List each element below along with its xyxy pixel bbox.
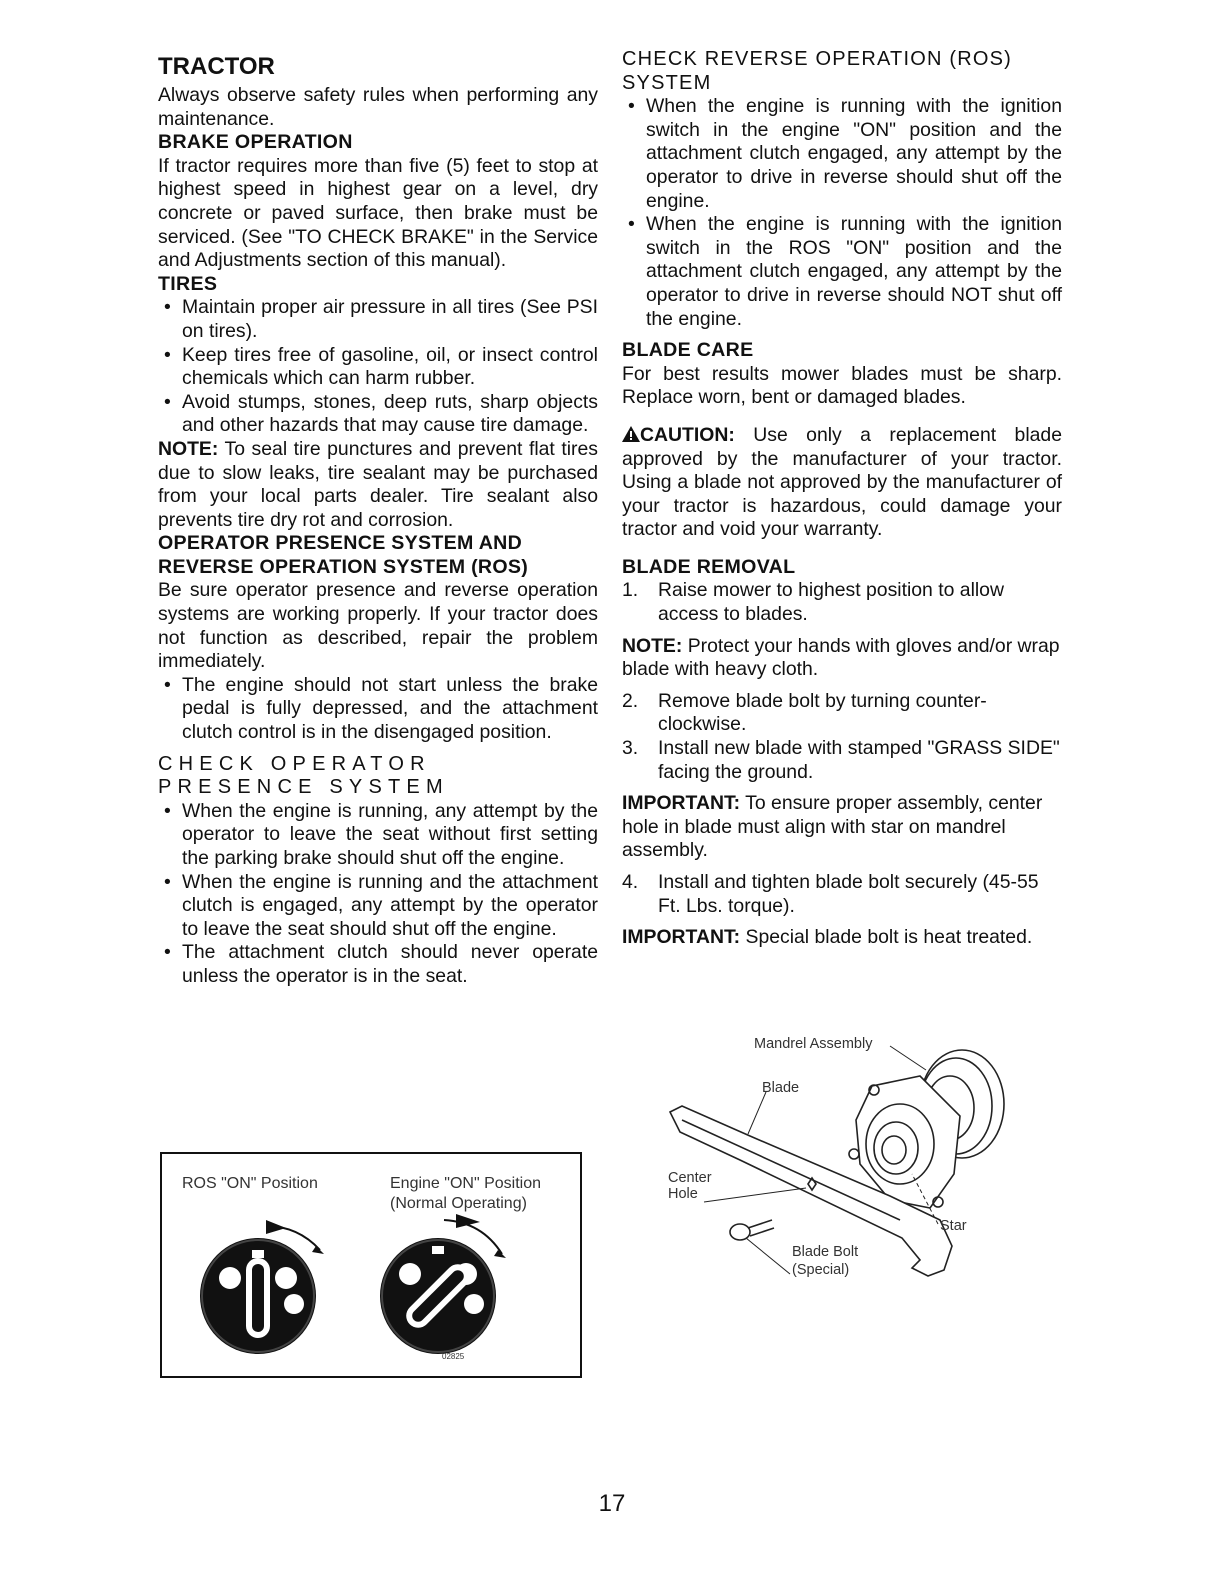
ops-text: Be sure operator presence and reverse operation systems are working properly. If your tractor does not function as described, repair the problem immediately. <box>158 579 598 673</box>
list-item: • Avoid stumps, stones, deep ruts, sharp objects and other hazards that may cause tire damage. <box>158 391 598 438</box>
step-number: 4. <box>622 871 639 893</box>
list-item: • Maintain proper air pressure in all tires (See PSI on tires). <box>158 296 598 343</box>
page-title: TRACTOR <box>158 53 275 80</box>
blade-removal-heading: BLADE REMOVAL <box>622 555 796 578</box>
brake-operation-heading: BRAKE OPERATION <box>158 131 353 154</box>
intro-text: Always observe safety rules when performing any maintenance. <box>158 84 598 130</box>
important-text: To ensure proper assembly, center hole in blade must align with star on mandrel assembly. <box>622 792 1043 862</box>
star-label: Star <box>940 1218 967 1234</box>
caution-text: Use only a replacement blade approved by the manufacturer of your tractor. Using a blade not approved by the manufacturer of your tractor is hazardous, could damage your tractor and void your warranty. <box>622 423 1063 541</box>
check-ros-list <box>622 95 1062 331</box>
step-text: Remove blade bolt by turning counter-clockwise. <box>658 689 987 736</box>
important-text: Special blade bolt is heat treated. <box>745 926 1033 949</box>
ops-heading: OPERATOR PRESENCE SYSTEM AND REVERSE OPERATION SYSTEM (ROS) <box>158 532 529 578</box>
center-hole-label-2: Hole <box>668 1186 698 1202</box>
ignition-switch-figure <box>160 1152 582 1378</box>
step-text: Install and tighten blade bolt securely (45-55 Ft. Lbs. torque). <box>658 871 1039 917</box>
caution-paragraph <box>622 424 1062 542</box>
step-number: 1. <box>622 579 639 602</box>
check-ros-heading: CHECK REVERSE OPERATION (ROS) SYSTEM <box>622 48 1013 94</box>
blade-mandrel-figure <box>640 1024 1040 1324</box>
blade-removal-steps-a <box>622 579 1062 626</box>
blade-removal-steps-c <box>622 871 1062 918</box>
list-item: • When the engine is running with the ignition switch in the ROS "ON" position and the attachment clutch engaged, any attempt by the operator to drive in reverse should NOT shut off the engine. <box>622 213 1062 331</box>
step-3 <box>622 737 1062 784</box>
important-label: IMPORTANT: <box>622 926 741 949</box>
important-2 <box>622 926 1062 950</box>
mandrel-assembly-label: Mandrel Assembly <box>754 1036 873 1052</box>
engine-switch-icon <box>380 1214 506 1354</box>
blade-label: Blade <box>762 1080 800 1096</box>
list-item: • The attachment clutch should never operate unless the operator is in the seat. <box>158 941 598 988</box>
engine-position-caption: Engine "ON" Position <box>390 1175 541 1192</box>
list-item: • When the engine is running, any attempt by the operator to leave the seat without first setting the parking brake should shut off the engine. <box>158 800 598 871</box>
blade-care-text: For best results mower blades must be sharp. Replace worn, bent or damaged blades. <box>622 362 1062 409</box>
check-ops-heading: CHECK OPERATOR PRESENCE SYSTEM <box>158 752 449 799</box>
step-2 <box>622 690 1062 737</box>
blade-bolt-label-2: (Special) <box>792 1262 850 1278</box>
list-item: • When the engine is running with the ignition switch in the engine "ON" position and the attachment clutch engaged, any attempt by the operator to drive in reverse should shut off the engine. <box>622 95 1062 213</box>
check-ops-list <box>158 800 598 989</box>
center-hole-label-1: Center <box>668 1170 712 1186</box>
tires-list <box>158 296 598 438</box>
note-text: To seal tire punctures and prevent flat tires due to slow leaks, tire sealant may be purchased from your local parts dealer. Tire sealant also prevents tire dry rot and corrosion. <box>158 437 598 531</box>
normal-operating-caption: (Normal Operating) <box>390 1195 527 1212</box>
note-label: NOTE: <box>158 437 219 460</box>
warning-triangle-icon <box>622 425 640 441</box>
important-1 <box>622 792 1062 863</box>
ros-position-caption: ROS "ON" Position <box>182 1175 318 1192</box>
blade-removal-steps-b <box>622 690 1062 784</box>
blade-note <box>622 635 1062 682</box>
left-column <box>158 48 598 989</box>
caution-label: CAUTION: <box>640 423 735 446</box>
step-4 <box>622 871 1062 918</box>
tires-note <box>158 438 598 532</box>
blade-care-heading: BLADE CARE <box>622 339 754 362</box>
step-text: Raise mower to highest position to allow access to blades. <box>658 579 1004 626</box>
blade-bolt-label-1: Blade Bolt <box>792 1244 859 1260</box>
page-number: 17 <box>598 1490 626 1517</box>
note-label: NOTE: <box>622 634 683 657</box>
ops-list <box>158 674 598 745</box>
list-item: • When the engine is running and the attachment clutch is engaged, any attempt by the operator to leave the seat should shut off the engine. <box>158 871 598 942</box>
step-number: 3. <box>622 737 639 760</box>
list-item: • Keep tires free of gasoline, oil, or insect control chemicals which can harm rubber. <box>158 344 598 391</box>
tires-heading: TIRES <box>158 272 218 295</box>
note-text: Protect your hands with gloves and/or wrap blade with heavy cloth. <box>622 634 1060 681</box>
list-item: • The engine should not start unless the brake pedal is fully depressed, and the attachment clutch control is in the disengaged position. <box>158 674 598 745</box>
step-1 <box>622 579 1062 626</box>
important-label: IMPORTANT: <box>622 792 741 815</box>
right-column <box>622 48 1062 950</box>
figure-code: 02825 <box>442 1352 465 1361</box>
ignition-switch-drawing <box>162 1154 582 1378</box>
ros-switch-icon <box>200 1220 324 1354</box>
step-number: 2. <box>622 689 639 712</box>
step-text: Install new blade with stamped "GRASS SIDE" facing the ground. <box>658 737 1060 783</box>
brake-operation-text: If tractor requires more than five (5) feet to stop at highest speed in highest gear on a level, dry concrete or paved surface, then brake must be serviced. (See "TO CHECK BRAKE" in the Service and Adjustments section of this manual). <box>158 154 598 272</box>
